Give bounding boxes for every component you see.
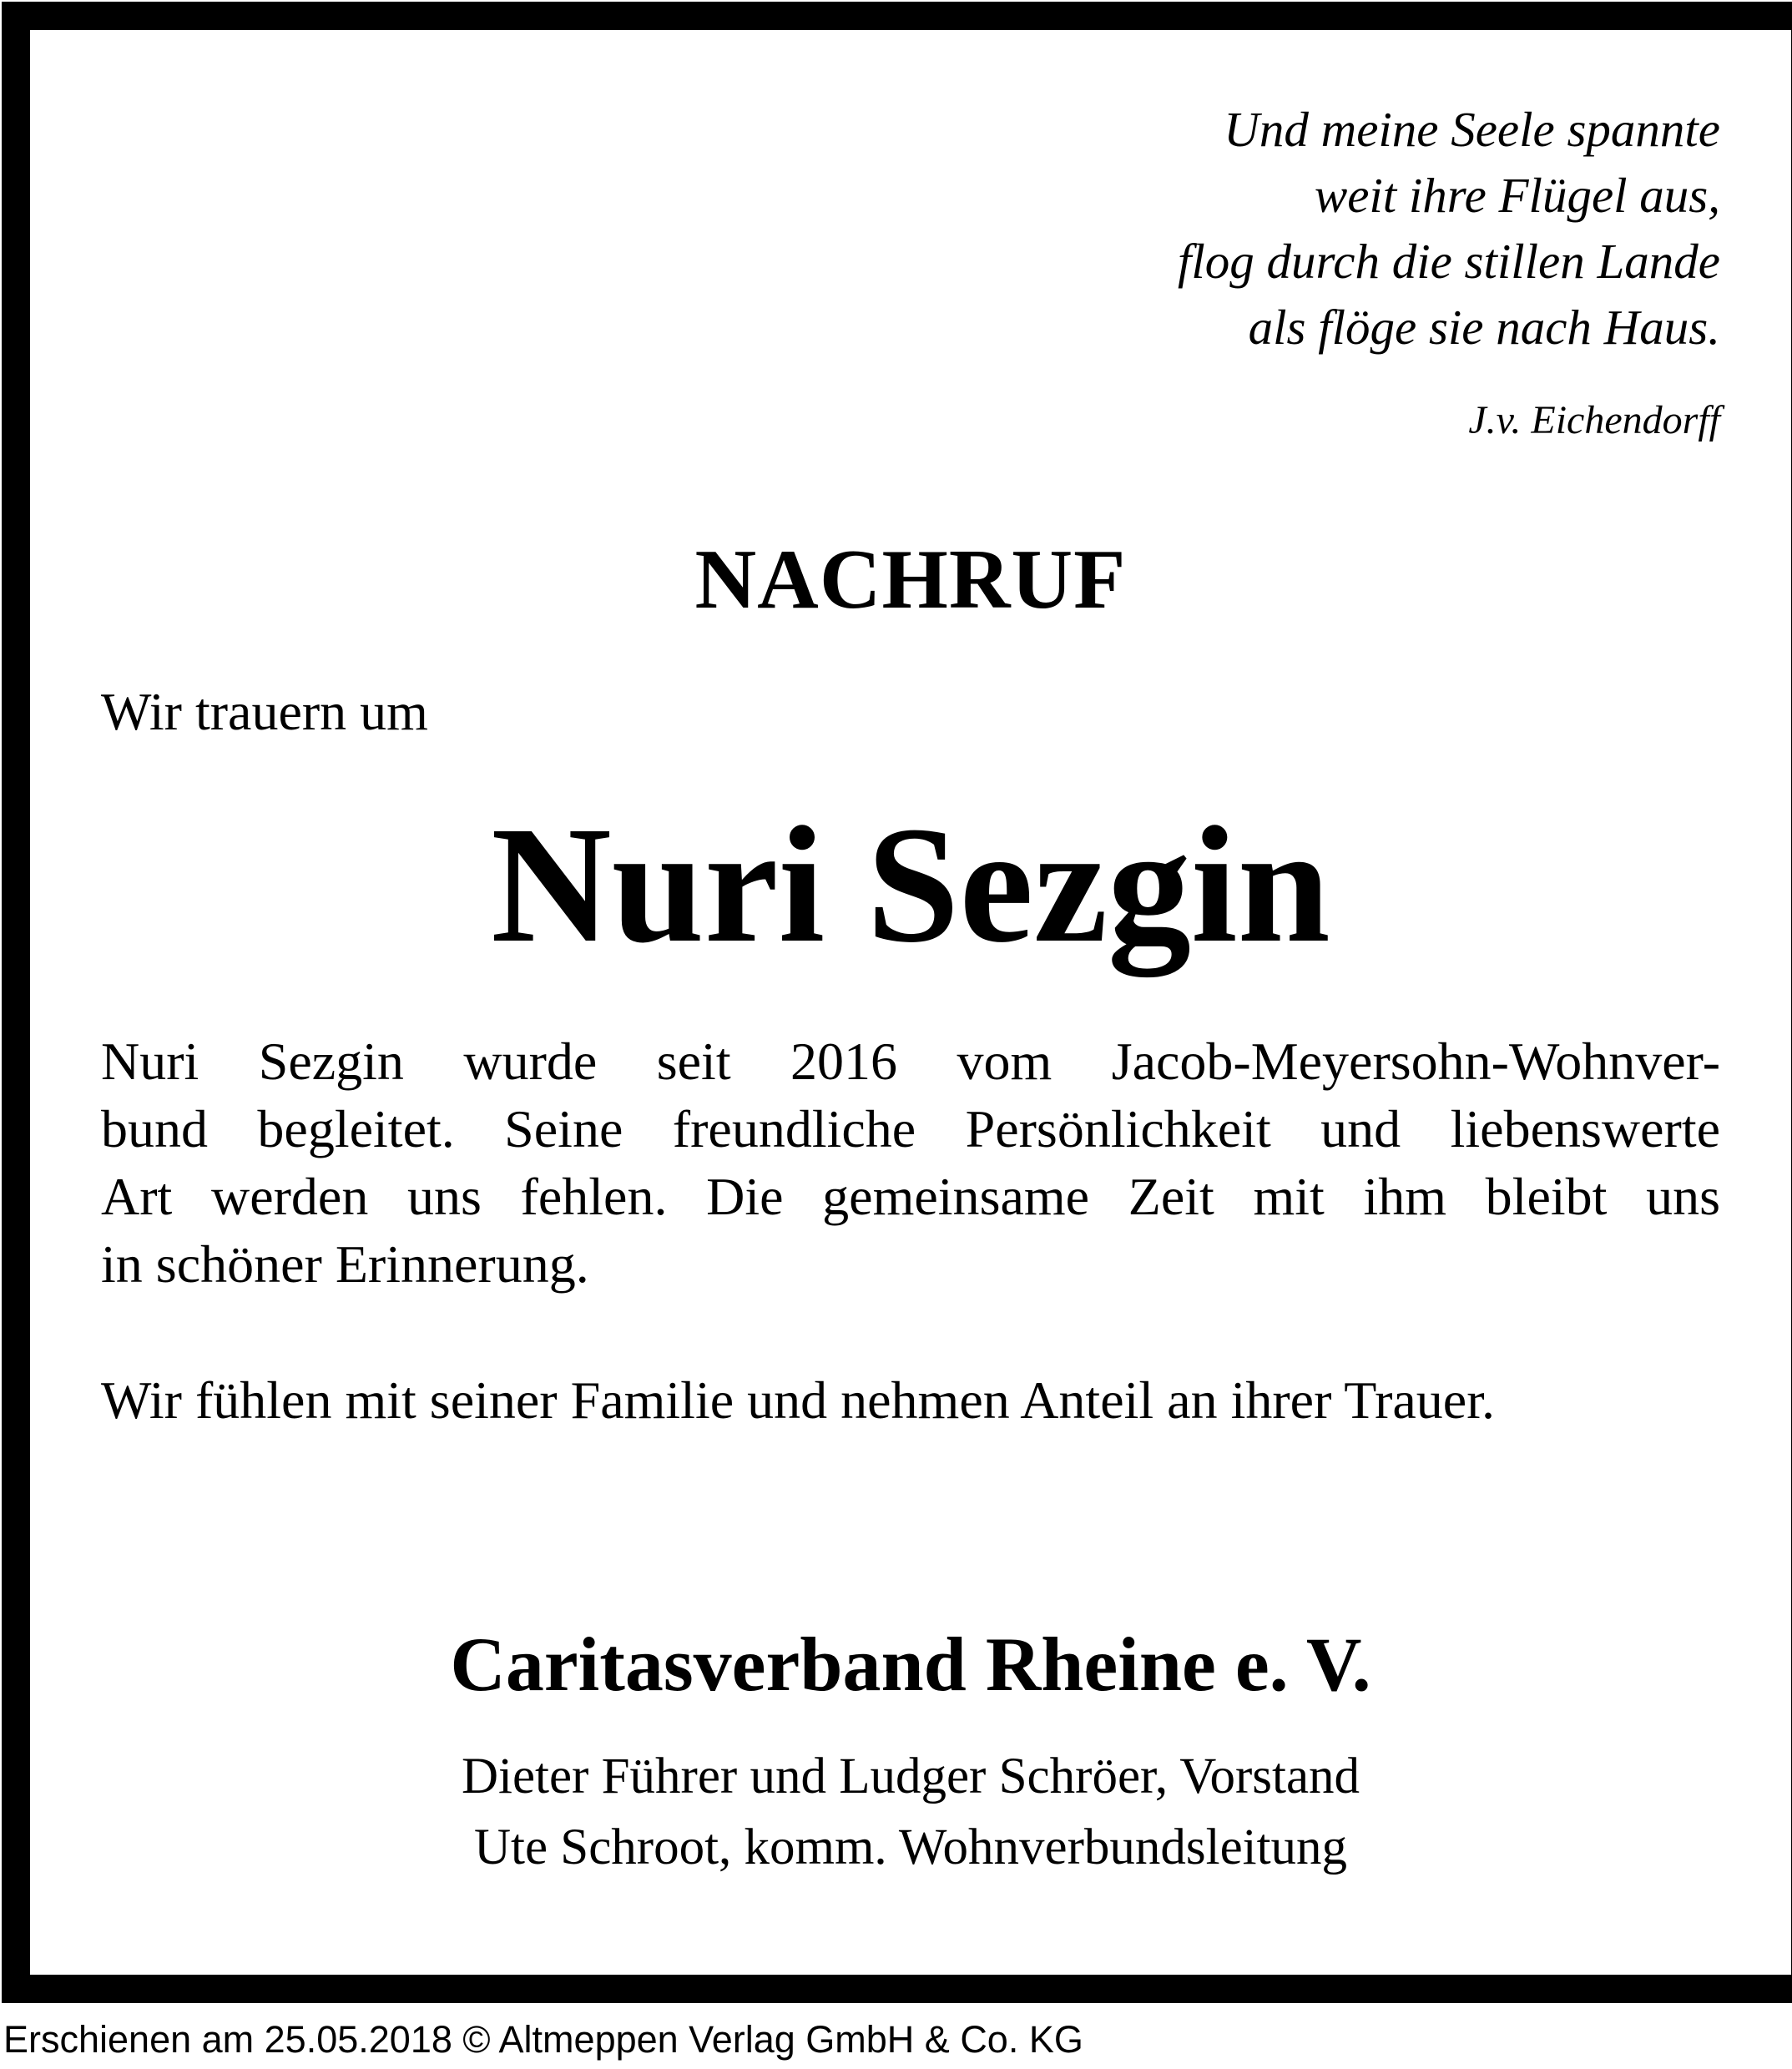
page-title: NACHRUF <box>694 532 1127 627</box>
intro-text: Wir trauern um <box>101 682 428 741</box>
paragraph-line: bund begleitet. Seine freundliche Persönlichkeit und liebenswerte <box>101 1099 1720 1158</box>
poem-author: J.v. Eichendorff <box>1468 398 1720 442</box>
paragraph-line: Art werden uns fehlen. Die gemeinsame Zeit mit ihm bleibt uns <box>101 1167 1720 1226</box>
poem-line: Und meine Seele spannte <box>1224 102 1720 157</box>
organization-name: Caritasverband Rheine e. V. <box>450 1622 1371 1707</box>
paragraph-line: in schöner Erinnerung. <box>101 1234 589 1294</box>
poem-line: flog durch die stillen Lande <box>1177 234 1720 289</box>
signer-line: Dieter Führer und Ludger Schröer, Vorstand <box>461 1749 1360 1804</box>
tribute-paragraph <box>101 1027 1720 1298</box>
signers <box>30 1741 1791 1883</box>
signer-line: Ute Schroot, komm. Wohnverbundsleitung <box>473 1819 1348 1875</box>
poem-line: als flöge sie nach Haus. <box>1248 300 1720 355</box>
poem-line: weit ihre Flügel aus, <box>1314 168 1720 223</box>
poem-quote <box>719 97 1720 361</box>
obituary-frame <box>2 2 1792 2003</box>
deceased-name: Nuri Sezgin <box>491 793 1330 977</box>
closing-sentence: Wir fühlen mit seiner Familie und nehmen Anteil an ihrer Trauer. <box>101 1370 1495 1430</box>
publication-footer: Erschienen am 25.05.2018 © Altmeppen Verlag GmbH & Co. KG <box>3 2018 1083 2061</box>
paragraph-line: Nuri Sezgin wurde seit 2016 vom Jacob-Meyersohn-Wohnver- <box>101 1032 1720 1091</box>
